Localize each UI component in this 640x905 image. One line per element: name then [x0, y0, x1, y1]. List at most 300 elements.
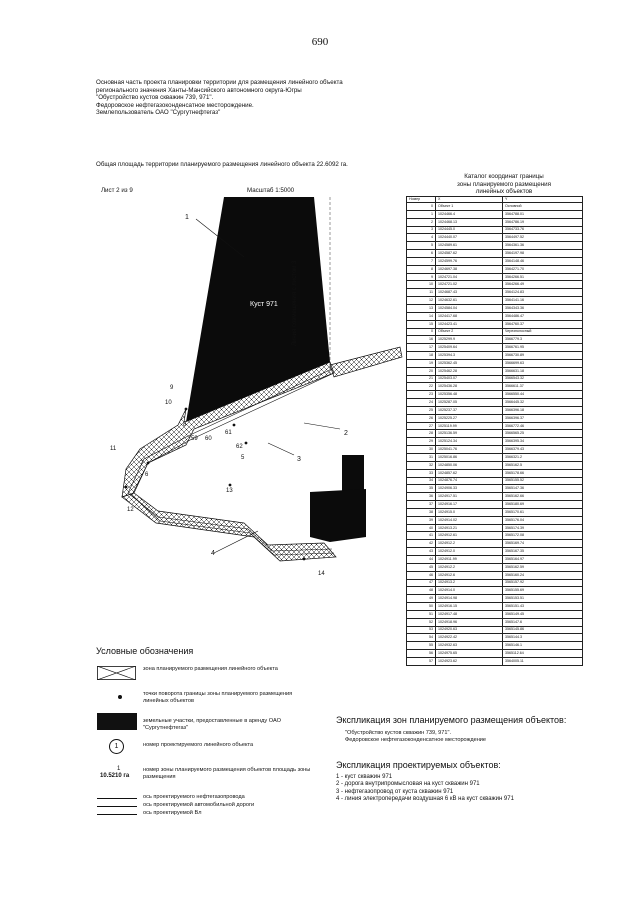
- table-cell: 1024912.2: [436, 563, 503, 571]
- table-row: [407, 257, 583, 265]
- table-cell: 1024911.99: [436, 555, 503, 563]
- table-cell: 3565146.1: [503, 642, 583, 650]
- table-cell: 3566772.46: [503, 422, 583, 430]
- table-cell: 3564760.37: [503, 320, 583, 328]
- table-row: [407, 328, 583, 336]
- legend-oil-axis-line: [97, 798, 137, 799]
- legend-vl-axis-text: ось проектируемой Вл: [143, 810, 202, 816]
- legend-object-number-text: номер проектируемого линейного объекта: [143, 742, 254, 748]
- table-cell: 3565172.08: [503, 532, 583, 540]
- table-cell: 1024632.61: [436, 297, 503, 305]
- table-row: [407, 234, 583, 242]
- table-cell: 3564486.47: [503, 312, 583, 320]
- table-cell: 3566321.2: [503, 454, 583, 462]
- table-cell: 3565162.59: [503, 563, 583, 571]
- table-cell: 3564141.16: [503, 297, 583, 305]
- table-cell: 39: [407, 516, 436, 524]
- table-cell: 3565157.92: [503, 579, 583, 587]
- legend-plot-swatch: [97, 713, 137, 730]
- point-label: 10: [165, 400, 172, 406]
- table-cell: 3564788.01: [503, 210, 583, 218]
- table-cell: 21: [407, 375, 436, 383]
- table-row: [407, 579, 583, 587]
- table-cell: 8: [407, 265, 436, 273]
- table-cell: 3566543.32: [503, 375, 583, 383]
- legend-point-symbol: [118, 695, 122, 699]
- table-cell: 3565155.52: [503, 477, 583, 485]
- table-cell: 3: [407, 226, 436, 234]
- table-row: [407, 477, 583, 485]
- table-cell: 3565162.5: [503, 461, 583, 469]
- table-cell: 12: [407, 297, 436, 305]
- table-row: [407, 571, 583, 579]
- total-area: Общая площадь территории планируемого размещения линейного объекта 22.6092 га.: [96, 161, 348, 168]
- legend-vl-axis-line: [97, 814, 137, 815]
- table-cell: 1025016.86: [436, 454, 503, 462]
- table-row: [407, 359, 583, 367]
- explication-lines: "Обустройство кустов скважин 739, 971". Федоровское нефтегазоконденсатное месторождение: [345, 730, 487, 743]
- table-cell: 29: [407, 438, 436, 446]
- table-cell: 1024850.06: [436, 461, 503, 469]
- table-row: [407, 218, 583, 226]
- table-cell: 1025287.05: [436, 399, 503, 407]
- table-cell: 3566631.18: [503, 367, 583, 375]
- table-cell: 3566396.37: [503, 414, 583, 422]
- table-cell: 1025436.28: [436, 383, 503, 391]
- table-row: [407, 399, 583, 407]
- table-row: [407, 516, 583, 524]
- table-row: [407, 242, 583, 250]
- table-cell: 3565167.35: [503, 548, 583, 556]
- catalog-title: Каталог координат границы зоны планируемого размещения линейных объектов: [457, 173, 551, 196]
- table-cell: 49: [407, 595, 436, 603]
- table-cell: 3564343.36: [503, 304, 583, 312]
- callout-2: 2: [344, 430, 348, 437]
- table-cell: 1025041.76: [436, 446, 503, 454]
- table-cell: 3564148.46: [503, 257, 583, 265]
- legend-road-axis-text: ось проектируемой автомобильной дороги: [143, 802, 255, 808]
- header-line: Основная часть проекта планировки территории для размещения линейного объекта: [96, 79, 343, 86]
- turn-point: [125, 486, 128, 489]
- table-cell: 31: [407, 454, 436, 462]
- table-cell: 1024589.61: [436, 242, 503, 250]
- table-cell: 1024916.15: [436, 603, 503, 611]
- table-cell: 1024687.43: [436, 289, 503, 297]
- legend-zone-number-text: номер зоны планируемого размещения объектов площадь зоны размещения: [143, 767, 311, 780]
- list-item: 4 - линия электропередачи воздушная 6 кВ на куст скважин 971: [336, 796, 514, 803]
- list-item: 2 - дорога внутрипромысловая на куст скважин 971: [336, 781, 480, 788]
- turn-point: [245, 442, 248, 445]
- alignment-line-label: Линия совмещения с листом 3: [292, 260, 298, 346]
- table-row: [407, 336, 583, 344]
- table-row: [407, 289, 583, 297]
- table-row: [407, 281, 583, 289]
- list-item: 3 - нефтегазопровод от куста скважин 971: [336, 788, 454, 795]
- table-cell: 1025237.37: [436, 406, 503, 414]
- table-cell: 17: [407, 344, 436, 352]
- table-row: [407, 524, 583, 532]
- table-row: [407, 297, 583, 305]
- table-cell: 3566396.18: [503, 406, 583, 414]
- table-row: [407, 226, 583, 234]
- table-row: [407, 603, 583, 611]
- table-cell: 1025356.48: [436, 391, 503, 399]
- table-cell: Объект 1: [436, 203, 503, 211]
- table-cell: 1025119.99: [436, 422, 503, 430]
- table-row: [407, 454, 583, 462]
- table-cell: 1024915.0: [436, 508, 503, 516]
- table-cell: 3564786.19: [503, 218, 583, 226]
- table-cell: 28: [407, 430, 436, 438]
- table-cell: 1024920.63: [436, 626, 503, 634]
- table-cell: 3565153.51: [503, 595, 583, 603]
- table-cell: 1024917.48: [436, 610, 503, 618]
- table-cell: 1024423.41: [436, 320, 503, 328]
- table-cell: 3564124.83: [503, 289, 583, 297]
- table-row: [407, 485, 583, 493]
- table-cell: 26: [407, 414, 436, 422]
- header-line: регионального значения Ханты-Мансийского автономного округа-Югры: [96, 86, 302, 94]
- explication-title: Экспликация зон планируемого размещения объектов:: [336, 715, 567, 725]
- table-cell: 1024932.63: [436, 642, 503, 650]
- table-cell: 1025409.64: [436, 344, 503, 352]
- table-cell: 1024857.62: [436, 469, 503, 477]
- legend-zone-number-symbol: 1: [117, 766, 121, 772]
- table-cell: 1025362.45: [436, 359, 503, 367]
- table-cell: 1024913.2: [436, 579, 503, 587]
- table-row: [407, 469, 583, 477]
- map-scale: Масштаб 1:5000: [247, 187, 295, 194]
- callout-4: 4: [211, 550, 215, 557]
- table-cell: 3564497.52: [503, 234, 583, 242]
- table-cell: 18: [407, 352, 436, 360]
- table-cell: 48: [407, 587, 436, 595]
- column-header: Y: [503, 197, 583, 203]
- table-row: [407, 375, 583, 383]
- table-cell: 1024466.4: [436, 210, 503, 218]
- table-cell: 1024599.76: [436, 257, 503, 265]
- table-cell: 1025136.59: [436, 430, 503, 438]
- table-cell: 3565112.64: [503, 650, 583, 658]
- table-cell: 43: [407, 548, 436, 556]
- table-cell: 47: [407, 579, 436, 587]
- table-cell: 52: [407, 618, 436, 626]
- table-cell: 42: [407, 540, 436, 548]
- table-cell: 22: [407, 383, 436, 391]
- legend-object-number-symbol: 1: [109, 739, 124, 754]
- table-cell: 1025394.3: [436, 352, 503, 360]
- table-cell: 3565170.61: [503, 508, 583, 516]
- point-label: 59: [191, 436, 198, 442]
- table-cell: 3565160.24: [503, 571, 583, 579]
- table-cell: 1024922.42: [436, 634, 503, 642]
- table-cell: 3565149.45: [503, 610, 583, 618]
- table-cell: 3565178.66: [503, 469, 583, 477]
- table-row: [407, 250, 583, 258]
- table-cell: 1024914.98: [436, 595, 503, 603]
- table-cell: 3566379.43: [503, 446, 583, 454]
- table-cell: 3566761.95: [503, 344, 583, 352]
- table-cell: 0: [407, 203, 436, 211]
- table-row: [407, 501, 583, 509]
- table-cell: 3565151.43: [503, 603, 583, 611]
- table-row: [407, 532, 583, 540]
- table-cell: 2: [407, 218, 436, 226]
- table-cell: 53: [407, 626, 436, 634]
- table-row: [407, 391, 583, 399]
- table-cell: 23: [407, 391, 436, 399]
- header-line: "Обустройство кустов скважин 739, 971".: [96, 94, 214, 102]
- table-row: [407, 367, 583, 375]
- point-label: 8: [183, 422, 187, 428]
- objects-list: [336, 774, 514, 804]
- table-cell: 41: [407, 532, 436, 540]
- table-row: [407, 352, 583, 360]
- table-row: [407, 304, 583, 312]
- turn-point: [185, 408, 188, 411]
- site-plan-map: [104, 197, 404, 597]
- table-cell: 1024917.51: [436, 493, 503, 501]
- table-cell: 1024721.02: [436, 281, 503, 289]
- point-label: 7: [140, 461, 144, 467]
- table-cell: 6: [407, 250, 436, 258]
- table-cell: 3566611.37: [503, 383, 583, 391]
- table-cell: 1: [407, 210, 436, 218]
- point-label: 61: [225, 430, 232, 436]
- table-cell: Объект 2: [436, 328, 503, 336]
- table-row: [407, 595, 583, 603]
- table-cell: 3565155.69: [503, 587, 583, 595]
- table-cell: 1024923.62: [436, 657, 503, 665]
- planned-zone-band-right: [330, 347, 402, 377]
- callout-1: 1: [185, 214, 189, 221]
- table-row: [407, 320, 583, 328]
- well-pad-plot: [186, 197, 330, 422]
- table-cell: 51: [407, 610, 436, 618]
- table-cell: 3564266.49: [503, 281, 583, 289]
- table-cell: 4: [407, 234, 436, 242]
- table-row: [407, 406, 583, 414]
- table-row: [407, 634, 583, 642]
- table-cell: 1024912.2: [436, 540, 503, 548]
- table-cell: 3564197.98: [503, 250, 583, 258]
- list-item: 1 - куст скважин 971: [336, 774, 393, 780]
- legend-zone-area-value: 10.5210 га: [100, 773, 130, 779]
- table-row: [407, 626, 583, 634]
- table-cell: 20: [407, 367, 436, 375]
- table-cell: 3565164.97: [503, 555, 583, 563]
- table-cell: 1024912.0: [436, 548, 503, 556]
- table-cell: 1024697.38: [436, 265, 503, 273]
- table-cell: 1025299.9: [436, 336, 503, 344]
- well-pad-label: Куст 971: [250, 301, 278, 308]
- table-cell: 1024912.61: [436, 532, 503, 540]
- legend-points-text: точки поворота границы зоны планируемого размещения линейных объектов: [143, 691, 293, 704]
- table-row: [407, 422, 583, 430]
- table-cell: 1024918.96: [436, 618, 503, 626]
- table-cell: 50: [407, 603, 436, 611]
- table-row: [407, 650, 583, 658]
- table-cell: 35: [407, 485, 436, 493]
- table-cell: 55: [407, 642, 436, 650]
- table-cell: 40: [407, 524, 436, 532]
- table-cell: 3565147.6: [503, 618, 583, 626]
- table-cell: 54: [407, 634, 436, 642]
- table-cell: 19: [407, 359, 436, 367]
- table-cell: 1025225.27: [436, 414, 503, 422]
- table-cell: 37: [407, 501, 436, 509]
- table-cell: 32: [407, 461, 436, 469]
- table-cell: 16: [407, 336, 436, 344]
- table-row: [407, 446, 583, 454]
- point-label: 13: [226, 488, 233, 494]
- land-plot: [342, 455, 364, 491]
- table-row: [407, 618, 583, 626]
- table-cell: 0: [407, 328, 436, 336]
- table-cell: Черезполосный: [503, 328, 583, 336]
- table-cell: 11: [407, 289, 436, 297]
- table-cell: 3564361.36: [503, 242, 583, 250]
- legend-title: Условные обозначения: [96, 646, 194, 656]
- table-cell: 7: [407, 257, 436, 265]
- table-cell: 1024876.74: [436, 477, 503, 485]
- turn-point: [147, 462, 150, 465]
- table-cell: 1024417.68: [436, 312, 503, 320]
- table-row: [407, 430, 583, 438]
- planned-zone-corridor: [122, 493, 336, 561]
- table-cell: 30: [407, 446, 436, 454]
- point-label: 9: [170, 385, 174, 391]
- table-cell: 3565144.3: [503, 634, 583, 642]
- table-cell: 3564271.70: [503, 265, 583, 273]
- table-cell: 1025124.34: [436, 438, 503, 446]
- table-cell: 1024906.33: [436, 485, 503, 493]
- document-header: [96, 79, 426, 117]
- turn-point: [303, 558, 306, 561]
- turn-points: [125, 408, 306, 561]
- legend-zone-text: зона планируемого размещения линейного объекта: [143, 666, 278, 672]
- table-cell: 57: [407, 657, 436, 665]
- table-cell: 1024914.02: [436, 516, 503, 524]
- table-cell: 27: [407, 422, 436, 430]
- callout-3: 3: [297, 456, 301, 463]
- table-cell: 36: [407, 493, 436, 501]
- table-cell: 3566565.25: [503, 430, 583, 438]
- legend-road-axis-line: [97, 806, 137, 807]
- column-header: X: [436, 197, 503, 203]
- land-plot: [310, 489, 366, 542]
- table-cell: 45: [407, 563, 436, 571]
- table-cell: 1024584.04: [436, 304, 503, 312]
- table-row: [407, 657, 583, 665]
- legend-plots-text: земельные участки, предоставленные в аренду ОАО "Сургутнефтегаз": [143, 718, 281, 731]
- table-cell: 3565162.66: [503, 493, 583, 501]
- table-cell: 56: [407, 650, 436, 658]
- table-cell: 3566445.32: [503, 399, 583, 407]
- table-row: [407, 493, 583, 501]
- table-row: [407, 610, 583, 618]
- table-cell: 3566550.44: [503, 391, 583, 399]
- table-cell: 1024975.65: [436, 650, 503, 658]
- table-cell: 3566730.89: [503, 352, 583, 360]
- turn-point: [233, 424, 236, 427]
- legend-zone-swatch: [97, 666, 137, 680]
- turn-point: [229, 484, 232, 487]
- table-row: [407, 210, 583, 218]
- table-row: [407, 344, 583, 352]
- table-row: [407, 203, 583, 211]
- table-cell: 3566699.63: [503, 359, 583, 367]
- page-number: 690: [311, 36, 329, 48]
- table-row: [407, 508, 583, 516]
- table-row: [407, 563, 583, 571]
- table-cell: 1025403.07: [436, 375, 503, 383]
- table-cell: 1024440.07: [436, 234, 503, 242]
- header-line: Федоровское нефтегазоконденсатное месторождение.: [96, 101, 254, 109]
- sheet-number: Лист 2 из 9: [101, 187, 133, 194]
- table-cell: 3564266.51: [503, 273, 583, 281]
- table-cell: 25: [407, 406, 436, 414]
- point-label: 60: [205, 436, 212, 442]
- table-row: [407, 414, 583, 422]
- table-cell: 46: [407, 571, 436, 579]
- table-cell: 3564005.11: [503, 657, 583, 665]
- table-cell: 1024468.13: [436, 218, 503, 226]
- table-cell: 3566395.34: [503, 438, 583, 446]
- table-cell: 1024913.21: [436, 524, 503, 532]
- header-line: Землепользователь ОАО "Сургутнефтегаз": [96, 109, 221, 117]
- table-row: [407, 461, 583, 469]
- table-row: [407, 273, 583, 281]
- table-cell: 1024914.0: [436, 587, 503, 595]
- table-row: [407, 312, 583, 320]
- table-cell: Основной: [503, 203, 583, 211]
- table-cell: 3565169.74: [503, 540, 583, 548]
- table-row: [407, 548, 583, 556]
- table-cell: 44: [407, 555, 436, 563]
- table-cell: 1024587.62: [436, 250, 503, 258]
- point-label: 5: [241, 455, 245, 461]
- table-cell: 1024912.6: [436, 571, 503, 579]
- table-cell: 3565145.86: [503, 626, 583, 634]
- column-header: Номер: [407, 197, 436, 203]
- table-cell: 3564733.76: [503, 226, 583, 234]
- table-row: [407, 383, 583, 391]
- point-label: 14: [318, 571, 325, 577]
- objects-title: Экспликация проектируемых объектов:: [336, 760, 501, 770]
- point-label: 62: [236, 444, 243, 450]
- coordinates-table: [406, 196, 583, 666]
- table-cell: 3566779.3: [503, 336, 583, 344]
- table-row: [407, 438, 583, 446]
- table-cell: 15: [407, 320, 436, 328]
- table-cell: 33: [407, 469, 436, 477]
- table-cell: 1024916.17: [436, 501, 503, 509]
- table-cell: 1025462.28: [436, 367, 503, 375]
- table-cell: 38: [407, 508, 436, 516]
- table-cell: 10: [407, 281, 436, 289]
- table-cell: 1024721.04: [436, 273, 503, 281]
- table-row: [407, 540, 583, 548]
- callout-leader: [304, 423, 340, 429]
- point-label: 6: [145, 472, 149, 478]
- table-cell: 24: [407, 399, 436, 407]
- table-cell: 9: [407, 273, 436, 281]
- table-cell: 1024445.0: [436, 226, 503, 234]
- point-label: 11: [110, 446, 117, 452]
- table-cell: 3565147.36: [503, 485, 583, 493]
- table-row: [407, 587, 583, 595]
